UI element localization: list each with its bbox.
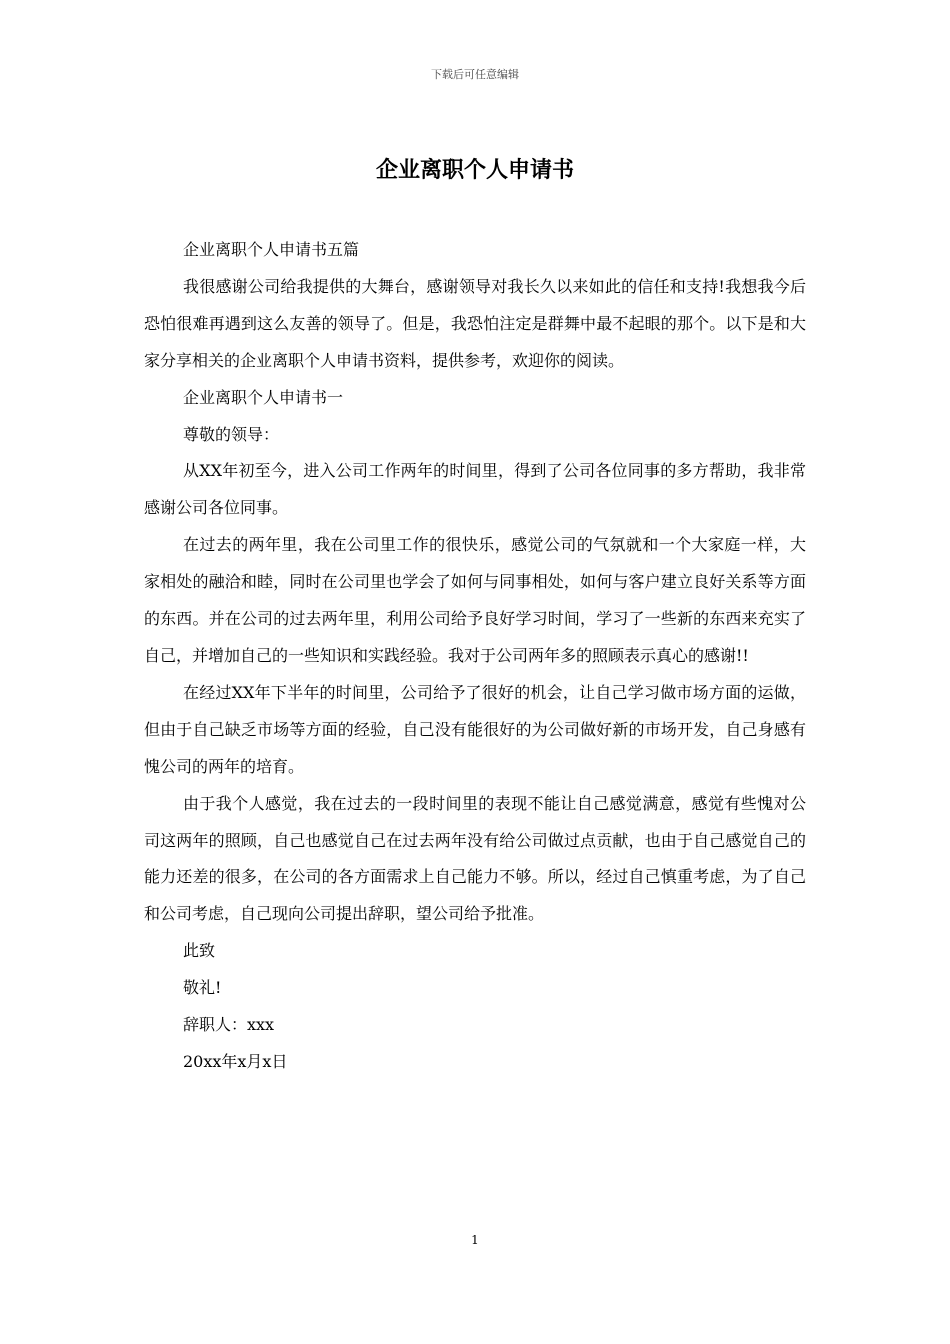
body-paragraph: 在经过XX年下半年的时间里，公司给予了很好的机会，让自己学习做市场方面的运做，但由于自己缺乏市场等方面的经验，自己没有能很好的为公司做好新的市场开发，自己身感有愧公司的两年的培育。	[144, 682, 806, 776]
section-heading: 企业离职个人申请书一	[183, 387, 344, 407]
body-paragraph: 从XX年初至今，进入公司工作两年的时间里，得到了公司各位同事的多方帮助，我非常感谢公司各位同事。	[144, 461, 806, 518]
document-title: 企业离职个人申请书	[375, 158, 574, 183]
salutation: 尊敬的领导：	[183, 424, 280, 444]
date-line: 20xx年x月x日	[183, 1051, 288, 1071]
document-body	[144, 232, 806, 1081]
page-number: 1	[471, 1233, 479, 1247]
closing-greeting: 敬礼!	[183, 978, 222, 998]
body-paragraph: 由于我个人感觉，我在过去的一段时间里的表现不能让自己感觉满意，感觉有些愧对公司这两年的照顾，自己也感觉自己在过去两年没有给公司做过点贡献，也由于自己感觉自己的能力还差的很多，在公司的各方面需求上自己能力不够。所以，经过自己慎重考虑，为了自己和公司考虑，自己现向公司提出辞职，望公司给予批准。	[144, 793, 806, 924]
header-note: 下载后可任意编辑	[431, 68, 519, 81]
signature-line: 辞职人：xxx	[183, 1015, 275, 1035]
closing-line: 此致	[183, 941, 216, 961]
subtitle-paragraph: 企业离职个人申请书五篇	[183, 240, 360, 259]
body-paragraph: 在过去的两年里，我在公司里工作的很快乐，感觉公司的气氛就和一个大家庭一样，大家相处的融洽和睦，同时在公司里也学会了如何与同事相处，如何与客户建立良好关系等方面的东西。并在公司的过去两年里，利用公司给予良好学习时间，学习了一些新的东西来充实了自己，并增加自己的一些知识和实践经验。我对于公司两年多的照顾表示真心的感谢!!	[144, 535, 806, 665]
intro-paragraph: 我很感谢公司给我提供的大舞台，感谢领导对我长久以来如此的信任和支持!我想我今后恐怕很难再遇到这么友善的领导了。但是，我恐怕注定是群舞中最不起眼的那个。以下是和大家分享相关的企业离职个人申请书资料，提供参考，欢迎你的阅读。	[144, 276, 806, 370]
